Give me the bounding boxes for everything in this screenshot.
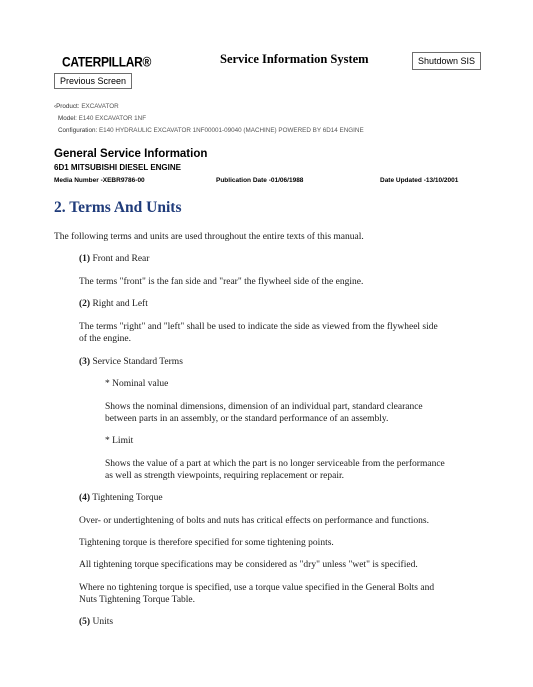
section-4-label: Tightening Torque	[92, 493, 163, 503]
product-value: EXCAVATOR	[81, 103, 119, 110]
back-arrow-icon[interactable]: ‹	[54, 103, 57, 110]
product-label: Product:	[56, 103, 80, 110]
section-3-number: (3)	[79, 357, 91, 367]
section-title: General Service Information	[54, 148, 208, 160]
section-3-title	[79, 356, 183, 368]
date-updated: Date Updated -13/10/2001	[380, 177, 459, 184]
limit-text-line1: Shows the value of a part at which the part is no longer serviceable from the performance	[105, 459, 445, 469]
section-4-number: (4)	[79, 493, 91, 503]
configuration-label: Configuration:	[58, 127, 98, 134]
previous-screen-button[interactable]: Previous Screen	[54, 73, 132, 89]
nominal-value-text-line1: Shows the nominal dimensions, dimension of an individual part, standard clearance	[105, 402, 423, 412]
section-1-text: The terms "front" is the fan side and "rear" the flywheel side of the engine.	[79, 277, 364, 287]
section-2-number: (2)	[79, 299, 91, 309]
model-row	[54, 115, 146, 122]
section-5-number: (5)	[79, 617, 91, 627]
engine-title: 6D1 MITSUBISHI DIESEL ENGINE	[54, 163, 181, 172]
section-2-title	[79, 298, 148, 310]
shutdown-sis-button[interactable]: Shutdown SIS	[412, 52, 481, 70]
nominal-value-text-line2: between parts in an assembly, or the standard performance of an assembly.	[105, 414, 389, 424]
model-label: Model:	[58, 115, 77, 122]
section-2-text-line2: of the engine.	[79, 334, 131, 344]
publication-date: Publication Date -01/06/1988	[216, 177, 304, 184]
section-3-label: Service Standard Terms	[92, 357, 183, 367]
limit-title: * Limit	[105, 436, 134, 446]
section-4-paragraph-1: Over- or undertightening of bolts and nuts has critical effects on performance and functions.	[79, 516, 429, 526]
section-4-title	[79, 492, 163, 504]
section-1-number: (1)	[79, 254, 91, 264]
section-4-paragraph-3: All tightening torque specifications may be considered as "dry" unless "wet" is specified.	[79, 560, 418, 570]
section-1-title	[79, 253, 149, 265]
product-row	[54, 103, 119, 110]
section-1-label: Front and Rear	[92, 254, 150, 264]
section-2-label: Right and Left	[92, 299, 148, 309]
section-4-paragraph-4-line2: Nuts Tightening Torque Table.	[79, 595, 196, 605]
model-value: E140 EXCAVATOR 1NF	[78, 115, 147, 122]
section-4-paragraph-4-line1: Where no tightening torque is specified, use a torque value specified in the General Bolts and	[79, 583, 435, 593]
system-title: Service Information System	[220, 52, 369, 66]
caterpillar-logo: CATERPILLAR®	[62, 54, 152, 71]
section-2-text-line1: The terms "right" and "left" shall be used to indicate the side as viewed from the flywheel side	[79, 322, 438, 332]
page-heading: 2. Terms And Units	[54, 199, 182, 216]
section-5-title	[79, 616, 113, 628]
configuration-value: E140 HYDRAULIC EXCAVATOR 1NF00001-09040 (MACHINE) POWERED BY 6D14 ENGINE	[98, 127, 364, 134]
media-number: Media Number -XEBR9786-00	[54, 177, 145, 184]
configuration-row	[54, 127, 364, 134]
intro-text: The following terms and units are used throughout the entire texts of this manual.	[54, 232, 364, 242]
section-5-label: Units	[92, 617, 114, 627]
section-4-paragraph-2: Tightening torque is therefore specified for some tightening points.	[79, 538, 334, 548]
limit-text-line2: as well as strength viewpoints, requiring replacement or repair.	[105, 471, 345, 481]
nominal-value-title: * Nominal value	[105, 379, 169, 389]
